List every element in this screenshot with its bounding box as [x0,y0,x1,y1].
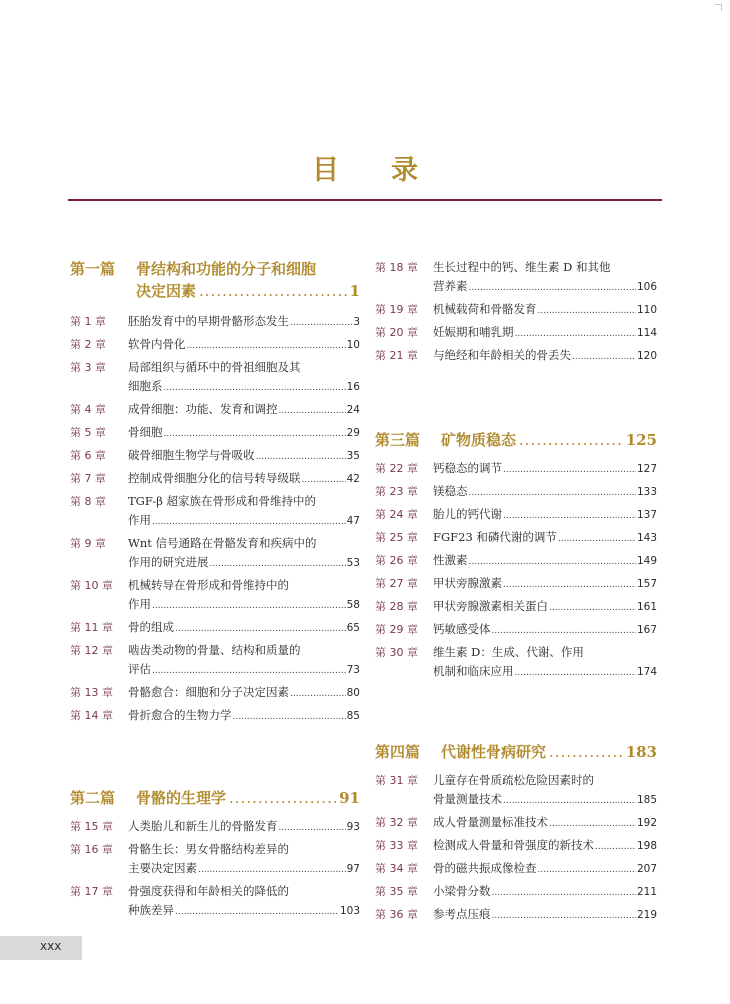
leader-dots [538,302,636,321]
chapter-page: 157 [636,578,657,590]
chapter-number: 第 9 章 [70,537,106,550]
leader-dots [515,325,636,344]
toc-part-3[interactable] [375,429,657,451]
toc-chapter-7[interactable] [70,469,360,490]
chapter-page: 167 [636,624,657,636]
chapter-number: 第 10 章 [70,579,113,592]
leader-dots [492,622,636,641]
part-page: 91 [339,789,360,807]
chapter-page: 42 [346,473,360,485]
leader-dots [492,907,636,926]
part-label: 第一篇 [70,260,116,278]
chapter-page: 143 [636,532,657,544]
chapter-number: 第 14 章 [70,709,113,722]
toc-chapter-1[interactable] [70,312,360,333]
chapter-number: 第 31 章 [375,774,418,787]
leader-dots [558,530,636,549]
chapter-title: 控制成骨细胞分化的信号转导级联 [128,471,301,485]
chapter-number: 第 29 章 [375,623,418,636]
chapter-title: 维生素 D：生成、代谢、作用 [433,645,584,659]
chapter-number: 第 22 章 [375,462,418,475]
leader-dots [538,861,636,880]
leader-dots [164,379,346,398]
toc-chapter-26[interactable] [375,551,657,572]
toc-chapter-9[interactable] [70,534,360,574]
chapter-page: 97 [346,863,360,875]
chapter-page: 149 [636,555,657,567]
chapter-page: 185 [636,794,657,806]
chapter-number: 第 1 章 [70,315,106,328]
chapter-title-cont: 主要决定因素 [128,861,197,875]
chapter-number: 第 27 章 [375,577,418,590]
leader-dots [572,348,636,367]
chapter-title: 成人骨量测量标准技术 [433,815,548,829]
toc-chapter-2[interactable] [70,335,360,356]
leader-dots [469,553,636,572]
chapter-title-cont: 作用 [128,597,151,611]
chapter-number: 第 35 章 [375,885,418,898]
chapter-page: 110 [636,304,657,316]
chapter-title: 钙敏感受体 [433,622,491,636]
part-page: 183 [625,743,657,761]
toc-chapter-14[interactable] [70,706,360,727]
leader-dots [152,662,346,681]
toc-chapter-29[interactable] [375,620,657,641]
page-number: xxx [40,939,62,953]
chapter-title: 骨细胞 [128,425,163,439]
part-label: 第三篇 [375,431,421,449]
chapter-title: 局部组织与循环中的骨祖细胞及其 [128,360,301,374]
chapter-number: 第 5 章 [70,426,106,439]
part-title: 骨结构和功能的分子和细胞 [136,260,317,278]
chapter-title-cont: 细胞系 [128,379,163,393]
chapter-number: 第 6 章 [70,449,106,462]
chapter-number: 第 30 章 [375,646,418,659]
chapter-number: 第 3 章 [70,361,106,374]
chapter-title-cont: 骨量测量技术 [433,792,502,806]
chapter-page: 207 [636,863,657,875]
part-title: 骨骼的生理学 [136,789,227,807]
chapter-title: 啮齿类动物的骨量、结构和质量的 [128,643,301,657]
chapter-page: 137 [636,509,657,521]
chapter-page: 106 [636,281,657,293]
toc-part-2[interactable] [70,787,360,809]
part-title: 矿物质稳态 [441,431,517,449]
chapter-page: 73 [346,664,360,676]
toc-chapter-35[interactable] [375,882,657,903]
toc-part-1[interactable] [70,258,360,302]
chapter-page: 192 [636,817,657,829]
toc-chapter-16[interactable] [70,840,360,880]
toc-chapter-10[interactable] [70,576,360,616]
chapter-title-cont: 种族差异 [128,903,174,917]
leader-dots [302,471,346,490]
toc-chapter-19[interactable] [375,300,657,321]
chapter-title: 甲状旁腺激素相关蛋白 [433,599,548,613]
leader-dots [469,484,636,503]
chapter-page: 35 [346,450,360,462]
toc-chapter-27[interactable] [375,574,657,595]
chapter-number: 第 24 章 [375,508,418,521]
leader-dots [175,903,339,922]
leader-dots [279,819,346,838]
chapter-page: 174 [636,666,657,678]
leader-dots [503,461,636,480]
leader-dots [549,599,636,618]
toc-chapter-24[interactable] [375,505,657,526]
chapter-page: 58 [346,599,360,611]
chapter-title: 骨折愈合的生物力学 [128,708,232,722]
chapter-number: 第 16 章 [70,843,113,856]
chapter-number: 第 13 章 [70,686,113,699]
chapter-title: 甲状旁腺激素 [433,576,502,590]
chapter-title: 胚胎发育中的早期骨骼形态发生 [128,314,289,328]
chapter-title: 骨强度获得和年龄相关的降低的 [128,884,289,898]
chapter-title: 胎儿的钙代谢 [433,507,502,521]
chapter-page: 133 [636,486,657,498]
chapter-title: 儿童存在骨质疏松危险因素时的 [433,773,594,787]
chapter-page: 16 [346,381,360,393]
chapter-page: 93 [346,821,360,833]
leader-dots [290,314,352,333]
chapter-title-cont: 营养素 [433,279,468,293]
part-page: 1 [349,282,360,300]
toc-chapter-6[interactable] [70,446,360,467]
toc-chapter-18[interactable] [375,258,657,298]
leader-dots [503,792,636,811]
leader-dots [549,741,623,763]
page-title [0,148,730,187]
leader-dots [233,708,346,727]
leader-dots [199,280,347,302]
part-page: 125 [625,431,657,449]
leader-dots [469,279,636,298]
chapter-title: 小梁骨分数 [433,884,491,898]
chapter-title: 机械载荷和骨骼发育 [433,302,537,316]
title-divider [68,199,662,201]
chapter-title: 骨的磁共振成像检查 [433,861,537,875]
chapter-page: 3 [353,316,360,328]
leader-dots [175,620,346,639]
leader-dots [152,597,346,616]
chapter-title: 性激素 [433,553,468,567]
chapter-number: 第 8 章 [70,495,106,508]
leader-dots [229,787,336,809]
chapter-page: 29 [346,427,360,439]
leader-dots [515,664,636,683]
leader-dots [290,685,346,704]
chapter-number: 第 34 章 [375,862,418,875]
chapter-title: 软骨内骨化 [128,337,186,351]
chapter-title: 人类胎儿和新生儿的骨骼发育 [128,819,278,833]
leader-dots [492,884,636,903]
part-label: 第二篇 [70,789,116,807]
chapter-page: 24 [346,404,360,416]
chapter-number: 第 4 章 [70,403,106,416]
title-char-2: 录 [391,155,418,186]
chapter-number: 第 36 章 [375,908,418,921]
toc-chapter-15[interactable] [70,817,360,838]
chapter-number: 第 20 章 [375,326,418,339]
chapter-title: 成骨细胞：功能、发育和调控 [128,402,278,416]
chapter-title: 骨骼生长：男女骨骼结构差异的 [128,842,289,856]
chapter-page: 53 [346,557,360,569]
toc-part-4[interactable] [375,741,657,763]
chapter-page: 103 [339,905,360,917]
chapter-title: Wnt 信号通路在骨骼发育和疾病中的 [128,536,317,550]
title-char-1: 目 [312,155,339,186]
chapter-title: 与绝经和年龄相关的骨丢失 [433,348,571,362]
chapter-number: 第 25 章 [375,531,418,544]
chapter-page: 10 [346,339,360,351]
chapter-title: 生长过程中的钙、维生素 D 和其他 [433,260,611,274]
chapter-title-cont: 评估 [128,662,151,676]
toc-chapter-20[interactable] [375,323,657,344]
chapter-title-cont: 作用 [128,513,151,527]
chapter-number: 第 21 章 [375,349,418,362]
chapter-number: 第 12 章 [70,644,113,657]
chapter-page: 120 [636,350,657,362]
toc-chapter-36[interactable] [375,905,657,926]
chapter-title-cont: 作用的研究进展 [128,555,209,569]
chapter-page: 114 [636,327,657,339]
chapter-number: 第 18 章 [375,261,418,274]
leader-dots [164,425,346,444]
chapter-page: 65 [346,622,360,634]
chapter-page: 80 [346,687,360,699]
chapter-title: 镁稳态 [433,484,468,498]
leader-dots [503,507,636,526]
chapter-number: 第 15 章 [70,820,113,833]
chapter-page: 198 [636,840,657,852]
leader-dots [210,555,346,574]
chapter-title: 破骨细胞生物学与骨吸收 [128,448,255,462]
toc-chapter-30[interactable] [375,643,657,683]
toc-chapter-21[interactable] [375,346,657,367]
toc-chapter-13[interactable] [70,683,360,704]
chapter-page: 127 [636,463,657,475]
toc-chapter-34[interactable] [375,859,657,880]
leader-dots [503,576,636,595]
chapter-number: 第 7 章 [70,472,106,485]
chapter-number: 第 32 章 [375,816,418,829]
toc-chapter-11[interactable] [70,618,360,639]
chapter-title: 机械转导在骨形成和骨维持中的 [128,578,289,592]
chapter-title: 骨骼愈合：细胞和分子决定因素 [128,685,289,699]
part-title-cont: 决定因素 [136,282,197,300]
chapter-title: 检测成人骨量和骨强度的新技术 [433,838,594,852]
toc-chapter-3[interactable] [70,358,360,398]
toc-chapter-12[interactable] [70,641,360,681]
chapter-number: 第 28 章 [375,600,418,613]
leader-dots [187,337,346,356]
crop-mark [715,4,722,11]
chapter-number: 第 11 章 [70,621,113,634]
chapter-number: 第 2 章 [70,338,106,351]
chapter-page: 85 [346,710,360,722]
chapter-page: 219 [636,909,657,921]
toc-chapter-23[interactable] [375,482,657,503]
chapter-number: 第 17 章 [70,885,113,898]
chapter-page: 47 [346,515,360,527]
leader-dots [519,429,623,451]
toc-chapter-4[interactable] [70,400,360,421]
toc-chapter-33[interactable] [375,836,657,857]
chapter-title-cont: 机制和临床应用 [433,664,514,678]
leader-dots [198,861,346,880]
toc-chapter-8[interactable] [70,492,360,532]
part-title: 代谢性骨病研究 [441,743,547,761]
chapter-title: 参考点压痕 [433,907,491,921]
chapter-title: 钙稳态的调节 [433,461,502,475]
leader-dots [279,402,346,421]
chapter-number: 第 23 章 [375,485,418,498]
leader-dots [549,815,636,834]
toc-chapter-32[interactable] [375,813,657,834]
chapter-title: FGF23 和磷代谢的调节 [433,530,557,544]
toc-chapter-5[interactable] [70,423,360,444]
chapter-title: 骨的组成 [128,620,174,634]
toc-chapter-31[interactable] [375,771,657,811]
toc-chapter-25[interactable] [375,528,657,549]
chapter-title: 妊娠期和哺乳期 [433,325,514,339]
toc-chapter-28[interactable] [375,597,657,618]
part-label: 第四篇 [375,743,421,761]
chapter-page: 161 [636,601,657,613]
leader-dots [152,513,346,532]
leader-dots [256,448,346,467]
leader-dots [595,838,636,857]
chapter-page: 211 [636,886,657,898]
chapter-number: 第 33 章 [375,839,418,852]
chapter-number: 第 19 章 [375,303,418,316]
toc-chapter-22[interactable] [375,459,657,480]
toc-column-right [375,258,657,928]
chapter-title: TGF-β 超家族在骨形成和骨维持中的 [128,494,317,508]
toc-column-left [70,258,360,924]
chapter-number: 第 26 章 [375,554,418,567]
toc-chapter-17[interactable] [70,882,360,922]
